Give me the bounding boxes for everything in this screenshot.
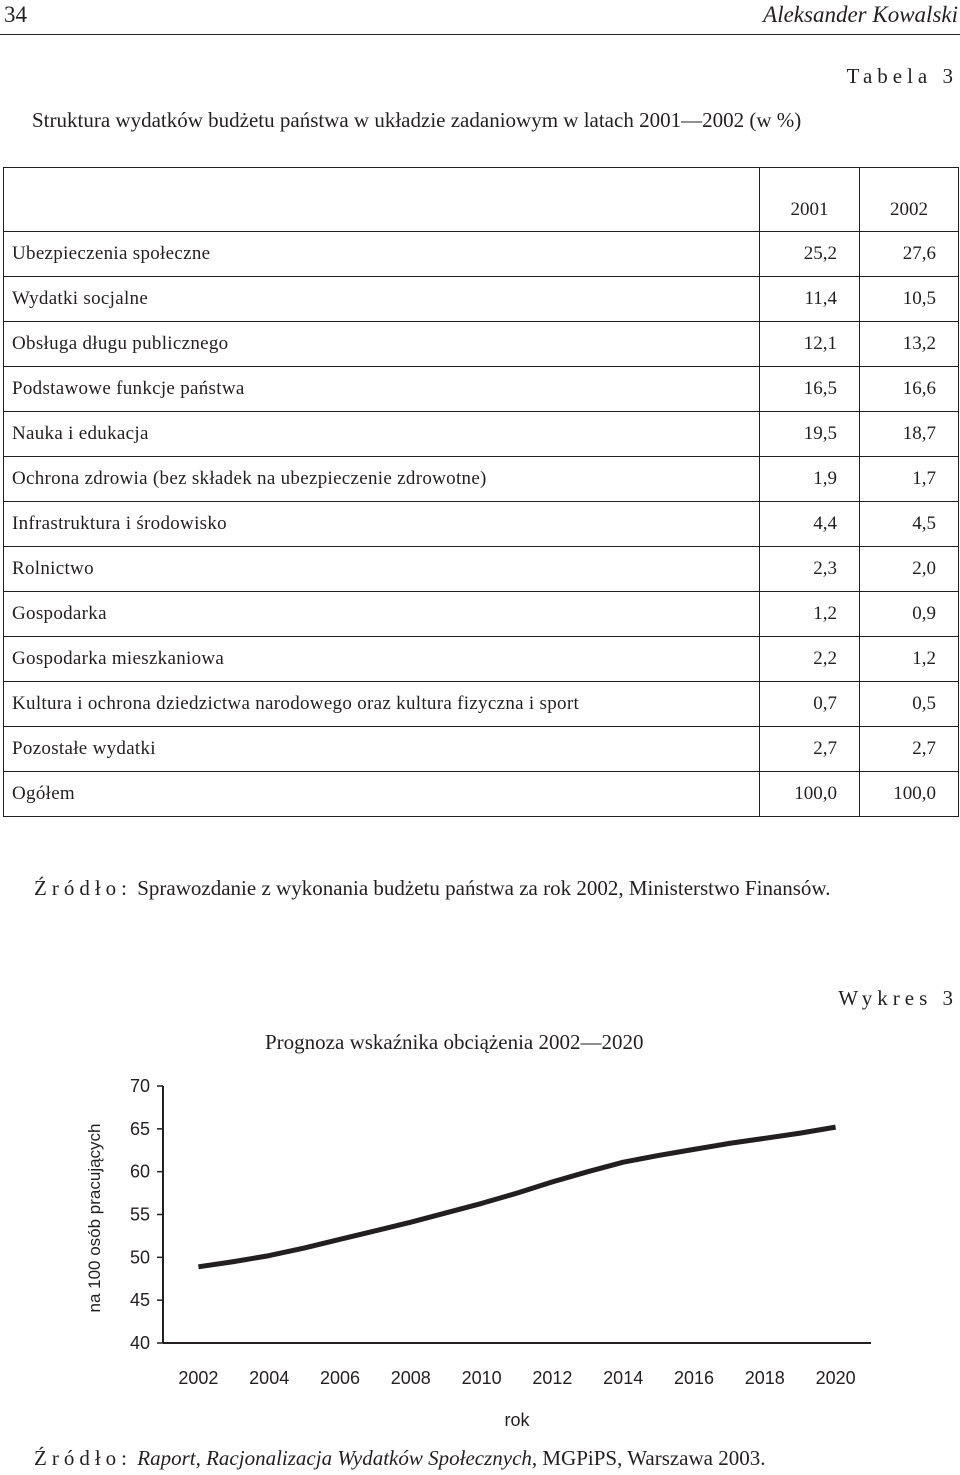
running-header-author: Aleksander Kowalski [763,2,958,27]
x-tick-label: 2018 [744,1368,785,1388]
value-2001: 1,9 [760,457,860,502]
x-tick-label: 2002 [178,1368,219,1388]
row-label: Nauka i edukacja [4,412,760,457]
x-tick-label: 2016 [673,1368,715,1388]
chart-y-axis-title-text: na 100 osób pracujących [85,1123,104,1313]
value-2001: 1,2 [760,592,860,637]
row-label: Obsługa długu publicznego [4,322,760,367]
value-2002: 13,2 [860,322,959,367]
y-tick-label: 45 [129,1290,150,1311]
value-2002: 2,0 [860,547,959,592]
value-2002: 10,5 [860,277,959,322]
x-axis-title: rok [504,1410,530,1430]
x-tick-label: 2010 [461,1368,502,1388]
value-2002: 2,7 [860,727,959,772]
y-tick-label: 65 [129,1118,150,1139]
x-tick-label: 2012 [532,1368,573,1388]
row-label: Wydatki socjalne [4,277,760,322]
value-2002: 0,9 [860,592,959,637]
chart-source-rest: , MGPiPS, Warszawa 2003. [531,1446,766,1470]
column-header-2002: 2002 [860,168,959,232]
y-tick-label: 70 [129,1076,150,1096]
value-2002: 100,0 [860,772,959,817]
x-tick-label: 2006 [319,1368,361,1388]
value-2002: 16,6 [860,367,959,412]
value-2001: 25,2 [760,232,860,277]
row-label: Ochrona zdrowia (bez składek na ubezpieczenie zdrowotne) [4,457,760,502]
row-label: Gospodarka [4,592,760,637]
table-source-prefix: Źródło: [34,876,132,900]
series-line [198,1127,835,1267]
value-2002: 1,7 [860,457,959,502]
y-tick-label: 40 [129,1333,150,1353]
chart-title: Prognoza wskaźnika obciążenia 2002—2020 [265,1030,644,1054]
value-2002: 0,5 [860,682,959,727]
value-2001: 100,0 [760,772,860,817]
value-2001: 2,3 [760,547,860,592]
value-2002: 1,2 [860,637,959,682]
value-2001: 16,5 [760,367,860,412]
y-tick-label: 50 [129,1247,150,1268]
y-tick-label: 60 [129,1161,150,1182]
x-tick-label: 2020 [815,1368,856,1388]
x-tick-label: 2008 [390,1368,431,1388]
chart-source-italic-title: Raport, Racjonalizacja Wydatków Społecznych [132,1446,532,1470]
chart-source-prefix: Źródło: [34,1446,132,1470]
value-2001: 2,7 [760,727,860,772]
row-label: Ogółem [4,772,760,817]
column-header-2001: 2001 [760,168,860,232]
value-2001: 0,7 [760,682,860,727]
page-number: 34 [4,2,27,27]
value-2001: 11,4 [760,277,860,322]
row-label: Rolnictwo [4,547,760,592]
row-label: Gospodarka mieszkaniowa [4,637,760,682]
value-2002: 18,7 [860,412,959,457]
row-label: Infrastruktura i środowisko [4,502,760,547]
x-tick-label: 2014 [603,1368,644,1388]
chart-source-note [34,1446,766,1471]
value-2001: 19,5 [760,412,860,457]
x-tick-label: 2004 [249,1368,290,1388]
value-2001: 2,2 [760,637,860,682]
table-title: Struktura wydatków budżetu państwa w układzie zadaniowym w latach 2001—2002 (w %) [32,108,802,132]
row-label: Ubezpieczenia społeczne [4,232,760,277]
value-2001: 12,1 [760,322,860,367]
table-source-text: Sprawozdanie z wykonania budżetu państwa za rok 2002, Ministerstwo Finansów. [132,876,831,900]
chart-label: Wykres 3 [838,986,958,1010]
y-tick-label: 55 [129,1204,150,1225]
value-2001: 4,4 [760,502,860,547]
value-2002: 27,6 [860,232,959,277]
value-2002: 4,5 [860,502,959,547]
table-label: Tabela 3 [846,64,958,88]
row-label: Podstawowe funkcje państwa [4,367,760,412]
row-label: Pozostałe wydatki [4,727,760,772]
row-label: Kultura i ochrona dziedzictwa narodowego oraz kultura fizyczna i sport [4,682,760,727]
